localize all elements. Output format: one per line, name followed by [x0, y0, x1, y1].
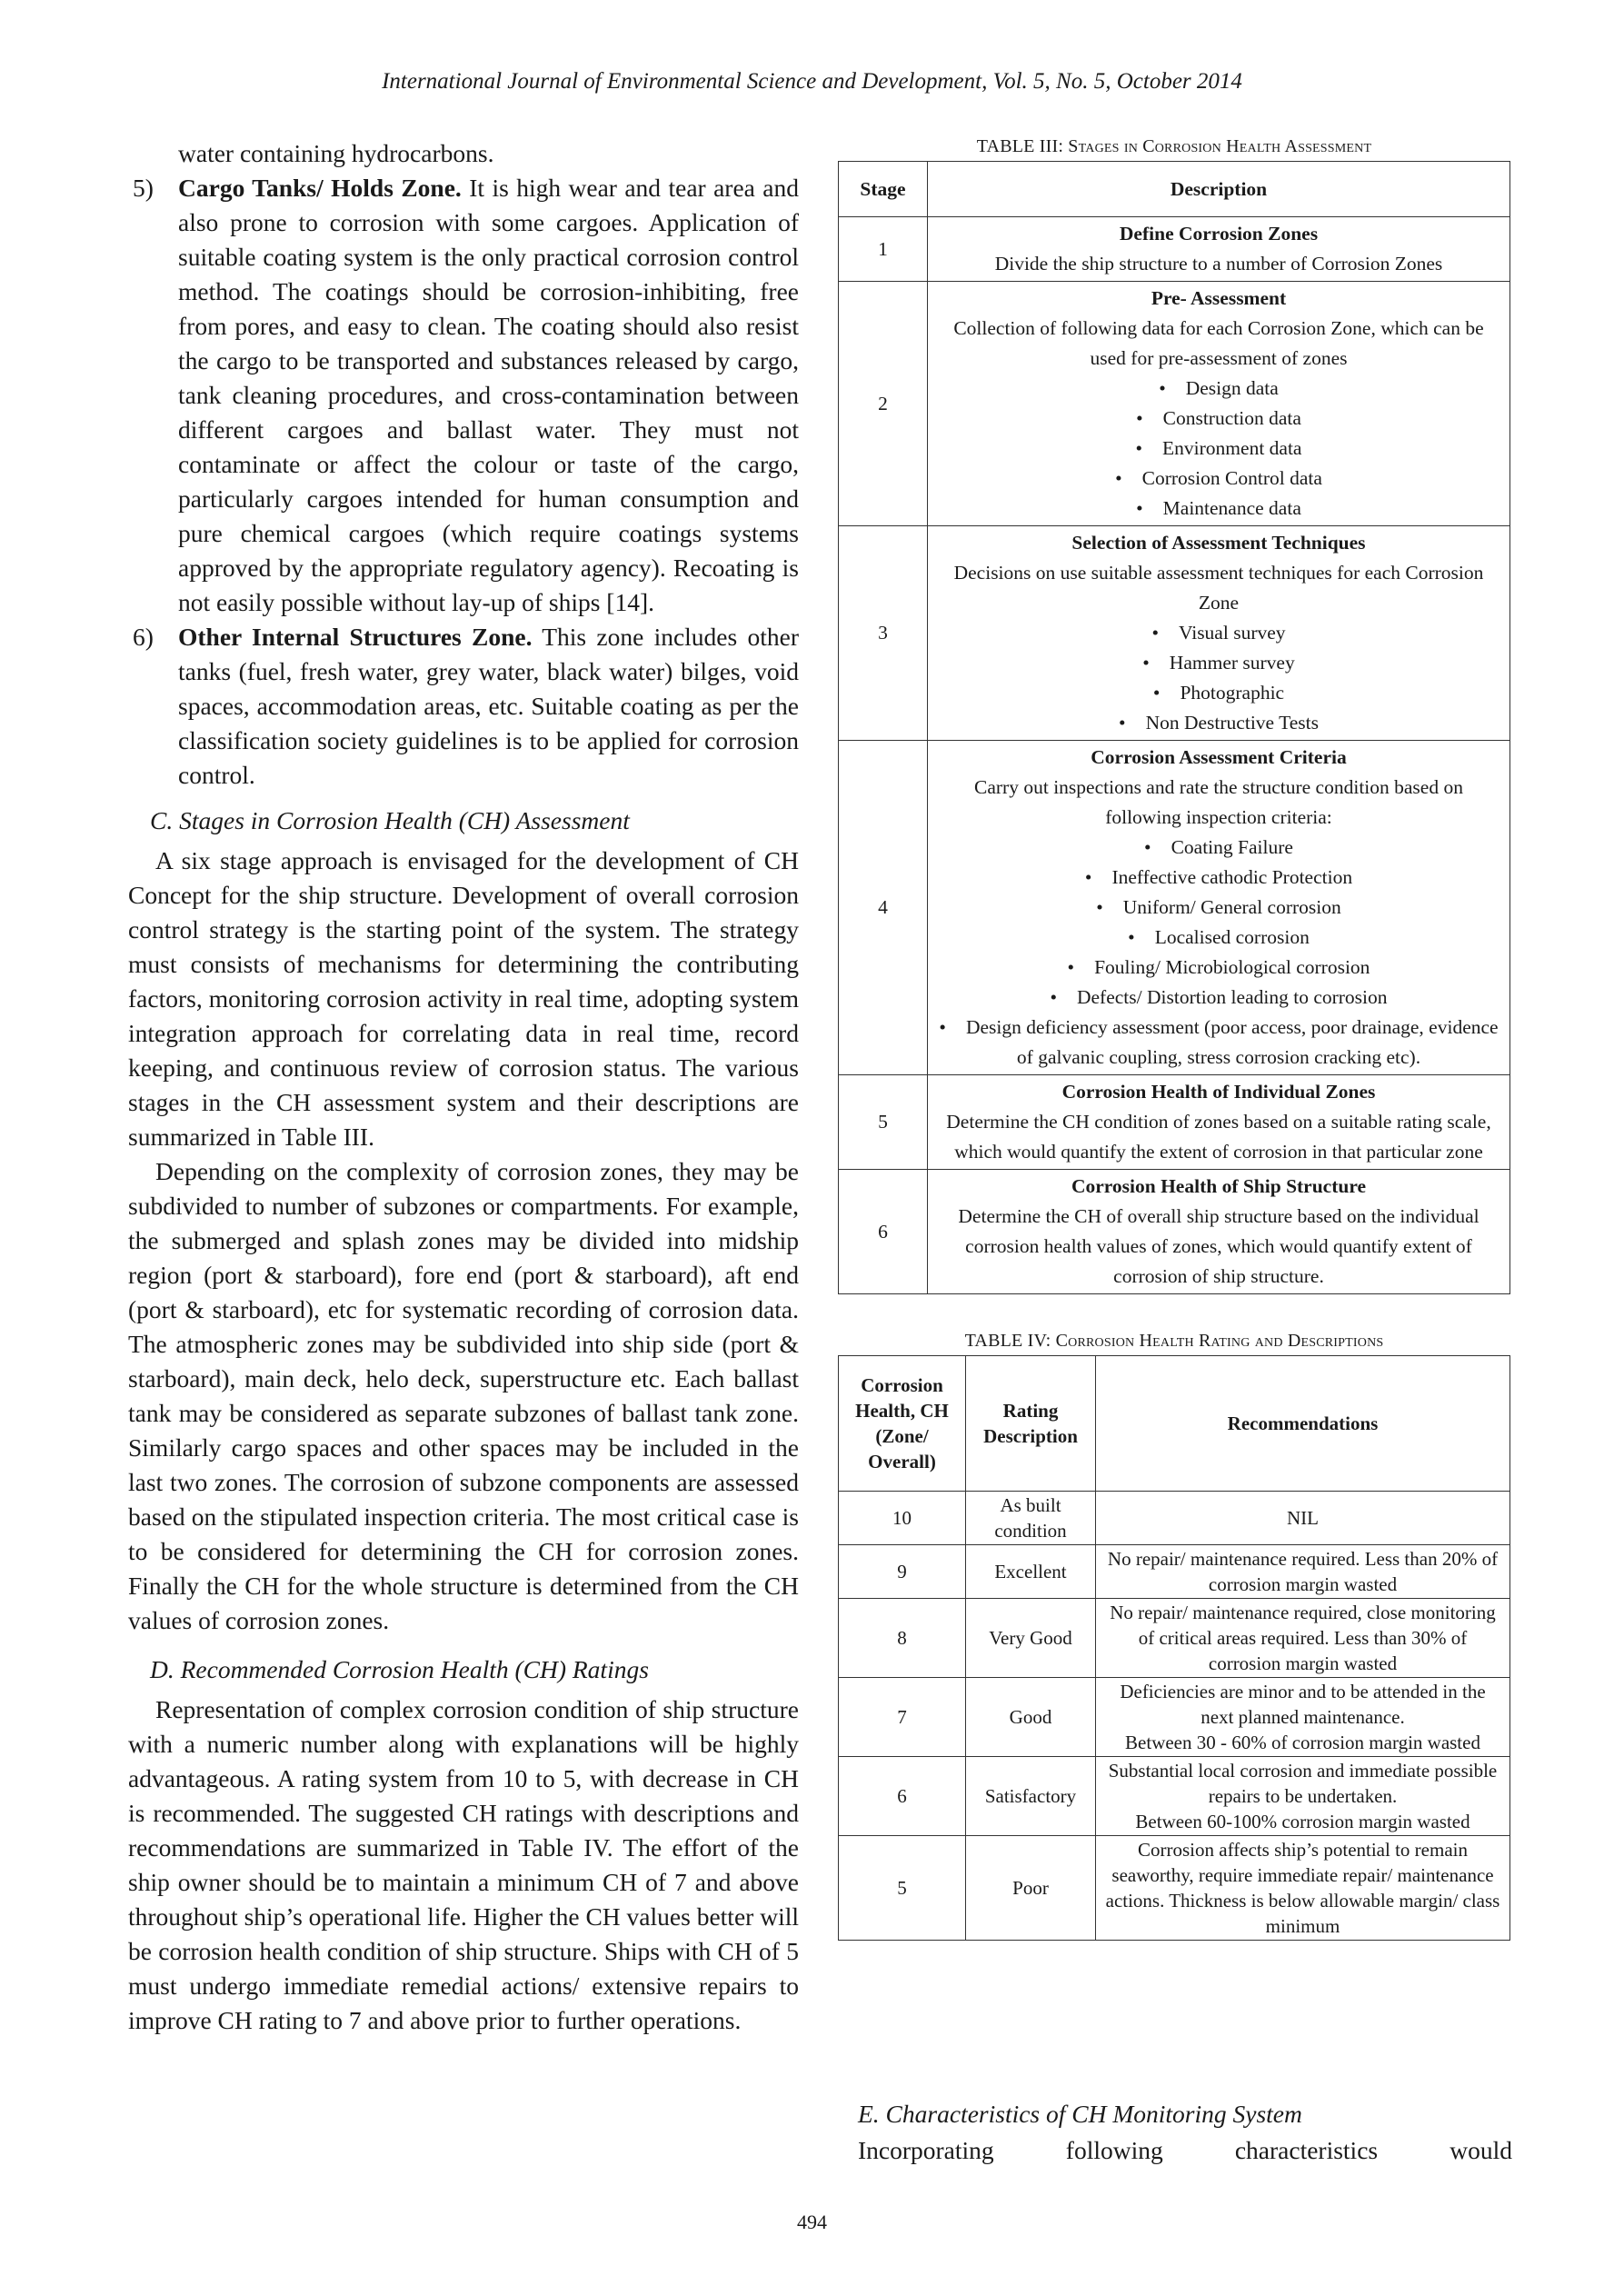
bullet-item: • Environment data — [935, 434, 1502, 464]
stage-text: Decisions on use suitable assessment techniques for each Corrosion Zone — [953, 562, 1484, 614]
rating-cell: Satisfactory — [966, 1757, 1096, 1836]
stages-table — [838, 161, 1510, 1294]
stage-text: Collection of following data for each Corrosion Zone, which can be used for pre-assessment of zones — [953, 317, 1484, 369]
table-caption — [838, 1331, 1510, 1352]
stage-text: Determine the CH of overall ship structure based on the individual corrosion health values of zones, which would quantify extent of corrosion of ship structure. — [958, 1205, 1480, 1287]
paragraph: water containing hydrocarbons. — [178, 139, 494, 167]
table-body — [839, 217, 1510, 1294]
list-item-cargo-tanks — [128, 171, 799, 620]
description-cell — [928, 741, 1510, 1075]
section-e — [858, 2096, 1512, 2169]
recommendation-line: Between 30 - 60% of corrosion margin wasted — [1125, 1732, 1480, 1753]
recommendation-line: Between 60-100% corrosion margin wasted — [1135, 1811, 1470, 1832]
recommendation-cell — [1096, 1757, 1510, 1836]
stage-cell: 5 — [839, 1075, 928, 1170]
caption-rest: orrosion Health Rating and Descriptions — [1068, 1331, 1384, 1351]
bullet-item: • Corrosion Control data — [935, 464, 1502, 494]
rating-cell: Very Good — [966, 1599, 1096, 1678]
table-row — [839, 1678, 1510, 1757]
table-header-row — [839, 1356, 1510, 1492]
recommendation-line: NIL — [1287, 1507, 1319, 1529]
ratings-table — [838, 1355, 1510, 1941]
bullet-item: • Maintenance data — [935, 494, 1502, 524]
table-caption — [838, 136, 1510, 157]
caption-prefix: TABLE IV: C — [964, 1331, 1069, 1351]
table-row — [839, 1836, 1510, 1941]
table-row — [839, 1599, 1510, 1678]
table-row — [839, 1757, 1510, 1836]
recommendation-line: Deficiencies are minor and to be attended in the next planned maintenance. — [1120, 1681, 1486, 1728]
item-title: Other Internal Structures Zone. — [178, 623, 533, 651]
stage-title: Corrosion Assessment Criteria — [1091, 746, 1347, 768]
bullet-list — [935, 833, 1502, 1073]
journal-header: International Journal of Environmental Science and Development, Vol. 5, No. 5, October 2014 — [382, 69, 1242, 94]
recommendation-line: No repair/ maintenance required. Less than 20% of corrosion margin wasted — [1107, 1548, 1499, 1595]
ch-cell: 7 — [839, 1678, 966, 1757]
description-cell — [928, 526, 1510, 741]
description-cell — [928, 1170, 1510, 1294]
recommendation-cell — [1096, 1836, 1510, 1941]
recommendation-cell — [1096, 1599, 1510, 1678]
ch-cell: 8 — [839, 1599, 966, 1678]
bullet-item: • Design data — [935, 374, 1502, 404]
column-header-rating: Rating Description — [966, 1356, 1096, 1492]
recommendation-line: No repair/ maintenance required, close monitoring of critical areas required. Less than 30% of corrosion margin wasted — [1110, 1602, 1496, 1674]
stage-title: Corrosion Health of Ship Structure — [1071, 1175, 1367, 1197]
bullet-item: • Hammer survey — [935, 648, 1502, 678]
paragraph: A six stage approach is envisaged for the development of CH Concept for the ship structure. Development of overall corrosion control strategy is the starting point of the system. The strategy must consists of mechanisms for determining the contributing factors, monitoring corrosion activity in real time, adopting system integration approach for correlating data in real time, record keeping, and continuous review of corrosion status. The various stages in the CH assessment system and their descriptions are summarized in Table III. — [128, 846, 799, 1151]
right-column — [838, 136, 1510, 1941]
paragraph: Representation of complex corrosion condition of ship structure with a numeric number along with explanations will be highly advantageous. A rating system from 10 to 5, with decrease in CH is recommended. The suggested CH ratings with descriptions and recommendations are summarized in Table IV. The effort of the ship owner should be to maintain a minimum CH of 7 and above throughout ship’s operational life. Higher the CH values better will be corrosion health condition of ship structure. Ships with CH of 5 must undergo immediate remedial actions/ extensive repairs to improve CH rating to 7 and above prior to further operations. — [128, 1695, 799, 2034]
column-header-stage: Stage — [839, 162, 928, 217]
left-column — [128, 136, 799, 2038]
stage-title: Pre- Assessment — [1151, 287, 1287, 309]
column-header-ch: Corrosion Health, CH (Zone/ Overall) — [839, 1356, 966, 1492]
section-heading-e: E. Characteristics of CH Monitoring System — [858, 2100, 1302, 2128]
paragraph — [858, 2132, 1512, 2169]
bullet-list — [935, 374, 1502, 524]
stage-cell: 2 — [839, 282, 928, 526]
list-item-internal-structures — [128, 620, 799, 793]
word: characteristics — [1234, 2136, 1379, 2164]
bullet-item: • Visual survey — [935, 618, 1502, 648]
bullet-item: • Design deficiency assessment (poor access, poor drainage, evidence of galvanic coupling, stress corrosion cracking etc). — [935, 1013, 1502, 1073]
table-body — [839, 1492, 1510, 1941]
bullet-item: • Localised corrosion — [935, 923, 1502, 953]
section-heading-d: D. Recommended Corrosion Health (CH) Ratings — [150, 1655, 649, 1683]
column-header-recommendations: Recommendations — [1096, 1356, 1510, 1492]
item-number: 5) — [133, 174, 154, 202]
table-row — [839, 1170, 1510, 1294]
bullet-item: • Non Destructive Tests — [935, 708, 1502, 738]
stage-text: Carry out inspections and rate the structure condition based on following inspection criteria: — [974, 776, 1463, 828]
description-cell — [928, 1075, 1510, 1170]
item-title: Cargo Tanks/ Holds Zone. — [178, 174, 462, 202]
ch-cell: 10 — [839, 1492, 966, 1545]
recommendation-cell — [1096, 1678, 1510, 1757]
recommendation-cell — [1096, 1492, 1510, 1545]
rating-cell: As built condition — [966, 1492, 1096, 1545]
section-heading-c: C. Stages in Corrosion Health (CH) Assessment — [150, 806, 630, 834]
stage-cell: 1 — [839, 217, 928, 282]
rating-cell: Good — [966, 1678, 1096, 1757]
stage-text: Determine the CH condition of zones based on a suitable rating scale, which would quantify the extent of corrosion in that particular zone — [946, 1111, 1491, 1163]
recommendation-cell — [1096, 1545, 1510, 1599]
word: would — [1450, 2136, 1512, 2164]
table-row — [839, 1075, 1510, 1170]
table-header-row — [839, 162, 1510, 217]
bullet-item: • Fouling/ Microbiological corrosion — [935, 953, 1502, 983]
bullet-item: • Construction data — [935, 404, 1502, 434]
rating-cell: Excellent — [966, 1545, 1096, 1599]
bullet-item: • Defects/ Distortion leading to corrosion — [935, 983, 1502, 1013]
bullet-item: • Photographic — [935, 678, 1502, 708]
bullet-item: • Uniform/ General corrosion — [935, 893, 1502, 923]
description-cell — [928, 282, 1510, 526]
table-row — [839, 1492, 1510, 1545]
bullet-item: • Ineffective cathodic Protection — [935, 863, 1502, 893]
stage-title: Define Corrosion Zones — [1119, 223, 1319, 245]
stage-cell: 6 — [839, 1170, 928, 1294]
stage-cell: 4 — [839, 741, 928, 1075]
ch-cell: 9 — [839, 1545, 966, 1599]
item-text: This zone includes other tanks (fuel, fresh water, grey water, black water) bilges, void spaces, accommodation areas, etc. Suitable coating as per the classification society guidelines is to be applied for corrosion control. — [178, 623, 799, 789]
table-row — [839, 217, 1510, 282]
ch-cell: 5 — [839, 1836, 966, 1941]
description-cell — [928, 217, 1510, 282]
bullet-item: • Coating Failure — [935, 833, 1502, 863]
table-row — [839, 526, 1510, 741]
page-number: 494 — [797, 2211, 827, 2233]
table-row — [839, 741, 1510, 1075]
item-number: 6) — [133, 623, 154, 651]
recommendation-line: Substantial local corrosion and immediate possible repairs to be undertaken. — [1108, 1760, 1498, 1807]
item-text: It is high wear and tear area and also prone to corrosion with some cargoes. Application of suitable coating system is the only practical corrosion control method. The coatings should be corrosion-inhibiting, free from pores, and easy to clean. The coating should also resist the cargo to be transported and substances released by cargo, tank cleaning procedures, and cross-contamination between different cargoes and ballast water. They must not contaminate or affect the colour or taste of the cargo, particularly cargoes intended for human consumption and pure chemical cargoes (which require coatings systems approved by the appropriate regulatory agency). Recoating is not easily possible without lay-up of ships [14]. — [178, 174, 799, 616]
table-row — [839, 282, 1510, 526]
column-header-description: Description — [928, 162, 1510, 217]
stage-title: Selection of Assessment Techniques — [1071, 532, 1366, 554]
word: following — [1065, 2136, 1163, 2164]
ch-cell: 6 — [839, 1757, 966, 1836]
stage-title: Corrosion Health of Individual Zones — [1061, 1081, 1376, 1103]
caption-prefix: TABLE III: S — [976, 136, 1079, 156]
stage-cell: 3 — [839, 526, 928, 741]
bullet-list — [935, 618, 1502, 738]
table-row — [839, 1545, 1510, 1599]
word: Incorporating — [858, 2136, 994, 2164]
recommendation-line: Corrosion affects ship’s potential to remain seaworthy, require immediate repair/ maintenance actions. Thickness is below allowable margin/ class minimum — [1105, 1839, 1500, 1937]
paragraph: Depending on the complexity of corrosion zones, they may be subdivided to number of subzones or compartments. For example, the submerged and splash zones may be divided into midship region (port & starboard), fore end (port & starboard), aft end (port & starboard), etc for systematic recording of corrosion data. The atmospheric zones may be subdivided into ship side (port & starboard), main deck, helo deck, superstructure etc. Each ballast tank may be considered as separate subzones of ballast tank zone. Similarly cargo spaces and other spaces may be included in the last two zones. The corrosion of subzone components are assessed based on the stipulated inspection criteria. The most critical case is to be considered for determining the CH for corrosion zones. Finally the CH for the whole structure is determined from the CH values of corrosion zones. — [128, 1157, 799, 1634]
stage-text: Divide the ship structure to a number of Corrosion Zones — [994, 253, 1443, 275]
rating-cell: Poor — [966, 1836, 1096, 1941]
caption-rest: tages in Corrosion Health Assessment — [1078, 136, 1372, 156]
